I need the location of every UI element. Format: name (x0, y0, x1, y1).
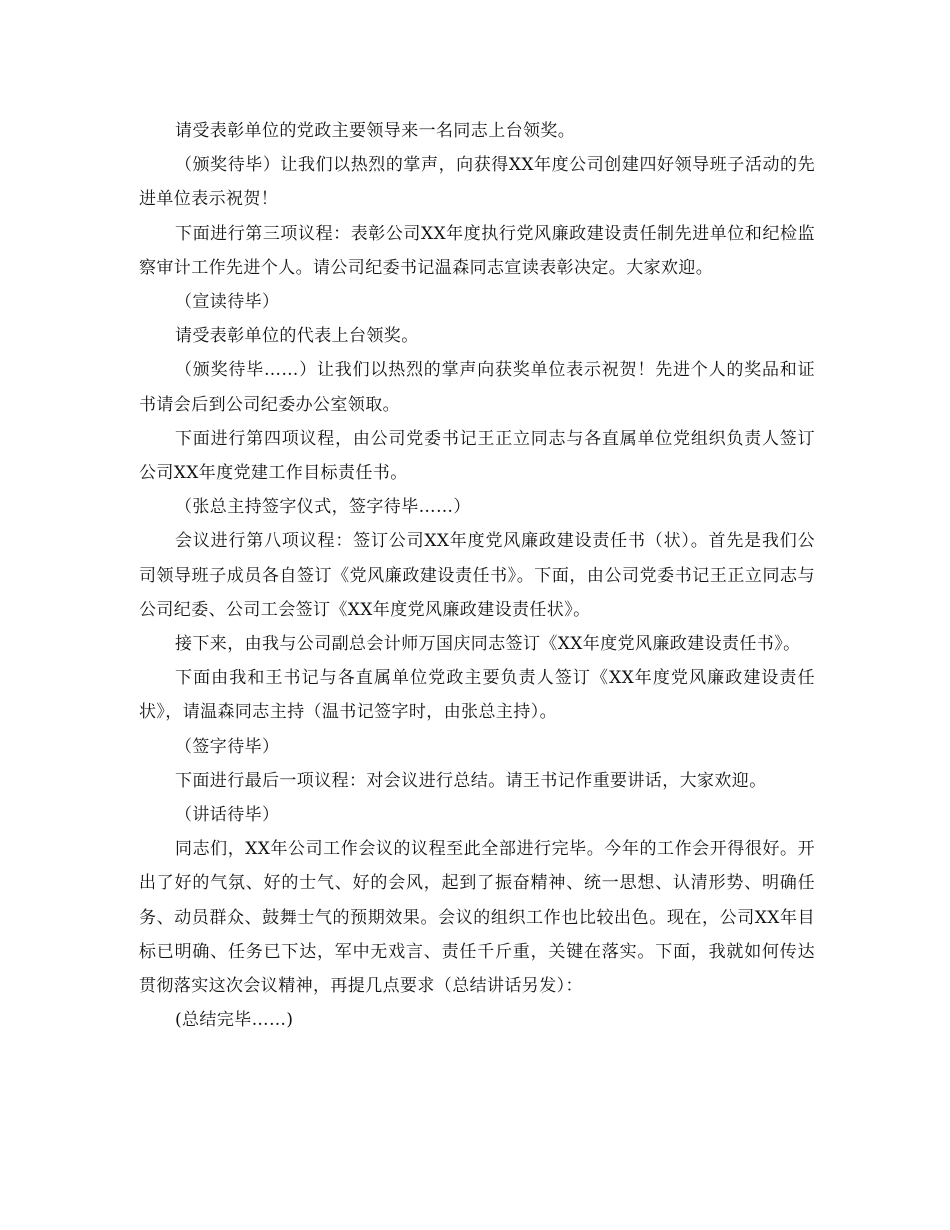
document-body (139, 114, 815, 1037)
paragraph: 下面进行第四项议程，由公司党委书记王正立同志与各直属单位党组织负责人签订公司XX年度党建工作目标责任书。 (139, 428, 815, 484)
paragraph: （颁奖待毕……）让我们以热烈的掌声向获奖单位表示祝贺！先进个人的奖品和证书请会后到公司纪委办公室领取。 (139, 360, 815, 415)
paragraph: （讲话待毕） (175, 805, 280, 826)
paragraph: 会议进行第八项议程：签订公司XX年度党风廉政建设责任书（状）。首先是我们公司领导班子成员各自签订《党风廉政建设责任书》。下面，由公司党委书记王正立同志与公司纪委、公司工会签订《XX年度党风廉政建设责任状》。 (139, 531, 815, 620)
paragraph: （签字待毕） (175, 736, 280, 757)
paragraph: 同志们，XX年公司工作会议的议程至此全部进行完毕。今年的工作会开得很好。开出了好的气氛、好的士气、好的会风，起到了振奋精神、统一思想、认清形势、明确任务、动员群众、鼓舞士气的预期效果。会议的组织工作也比较出色。现在，公司XX年目标已明确、任务已下达，军中无戏言、责任千斤重，关键在落实。下面，我就如何传达贯彻落实这次会议精神，再提几点要求（总结讲话另发）： (139, 839, 815, 997)
paragraph: 下面由我和王书记与各直属单位党政主要负责人签订《XX年度党风廉政建设责任状》，请温森同志主持（温书记签字时，由张总主持）。 (139, 668, 815, 723)
paragraph: 请受表彰单位的党政主要领导来一名同志上台领奖。 (175, 121, 576, 141)
paragraph: (总结完毕……) (175, 1010, 294, 1031)
paragraph: 下面进行第三项议程：表彰公司XX年度执行党风廉政建设责任制先进单位和纪检监察审计工作先进个人。请公司纪委书记温森同志宣读表彰决定。大家欢迎。 (139, 223, 815, 278)
paragraph: 请受表彰单位的代表上台领奖。 (175, 326, 419, 347)
paragraph: （张总主持签字仪式，签字待毕……） (175, 497, 471, 518)
paragraph: （宣读待毕） (175, 292, 280, 313)
paragraph: （颁奖待毕）让我们以热烈的掌声，向获得XX年度公司创建四好领导班子活动的先进单位表示祝贺！ (139, 155, 815, 210)
paragraph: 接下来，由我与公司副总会计师万国庆同志签订《XX年度党风廉政建设责任书》。 (175, 634, 801, 655)
paragraph: 下面进行最后一项议程：对会议进行总结。请王书记作重要讲话，大家欢迎。 (175, 770, 767, 791)
